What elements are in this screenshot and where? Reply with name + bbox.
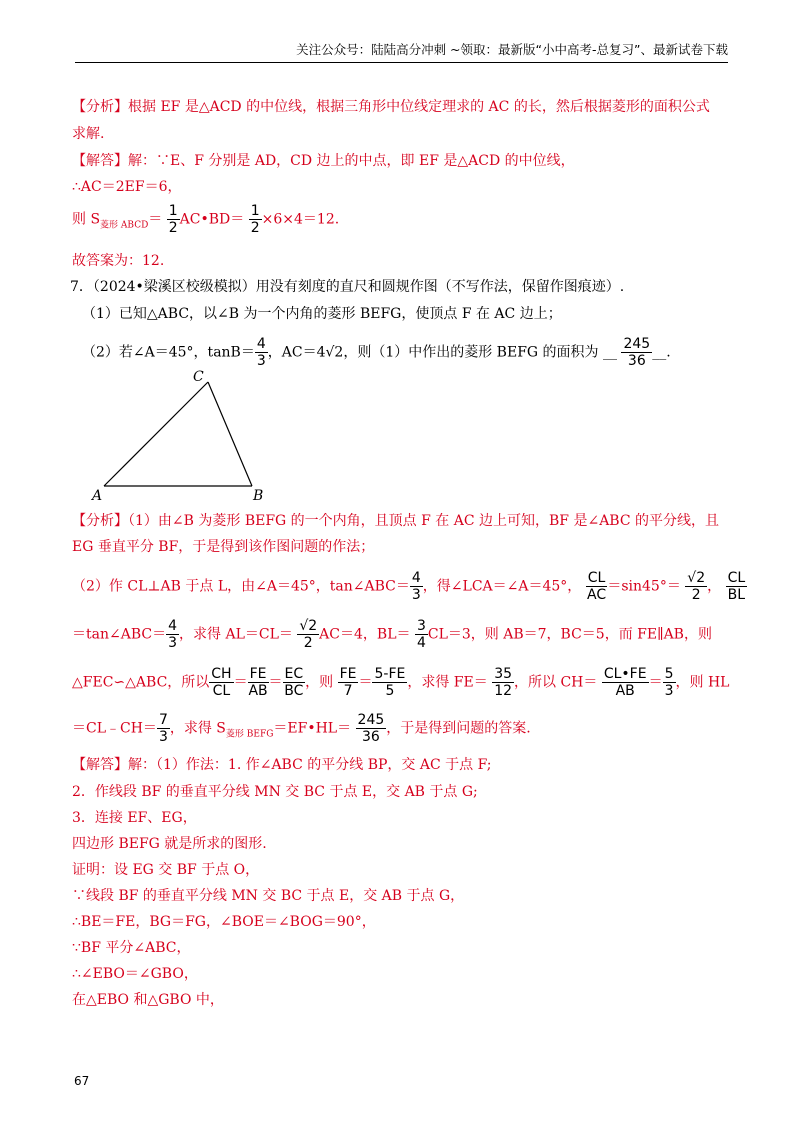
num: 7 xyxy=(158,712,168,728)
text: ，AC＝4√2，则（1）中作出的菱形 BEFG 的面积为 __ xyxy=(267,344,617,361)
header-text: 关注公众号：陆陆高分冲刺 ~领取：最新版“小中高考-总复习”、最新试卷下载 xyxy=(296,42,728,57)
subscript: 菱形 ABCD xyxy=(100,220,149,231)
den: BL xyxy=(727,587,746,603)
text: CL＝3，则 AB＝7，BC＝5，而 FE∥AB，则 xyxy=(427,626,712,643)
text: ，求得 S xyxy=(169,720,226,737)
answer-2-line-8: ∵BF 平分∠ABC， xyxy=(72,940,191,956)
den: 3 xyxy=(158,729,168,745)
answer-2-line-3: 3．连接 EF、EG， xyxy=(72,810,197,826)
fraction-fe-ab xyxy=(248,666,269,699)
fraction-half-2 xyxy=(249,203,262,236)
num: 5-FE xyxy=(374,666,406,682)
answer-2-line-4: 四边形 BEFG 就是所求的图形. xyxy=(72,836,267,852)
answer-2-line-1: 【解答】解：（1）作法：1. 作∠ABC 的平分线 BP，交 AC 于点 F; xyxy=(72,757,492,773)
fraction-3-4 xyxy=(415,618,428,651)
den: 4 xyxy=(416,635,426,651)
text: AC＝4，BL＝ xyxy=(319,626,411,643)
analysis-1-line-2: 求解. xyxy=(72,126,105,142)
num: 1 xyxy=(168,203,178,219)
text: AC•BD＝ xyxy=(179,211,245,228)
text: ＝EF•HL＝ xyxy=(273,720,352,737)
answer-1-line-3 xyxy=(72,203,339,236)
analysis-2-line-4 xyxy=(72,618,712,651)
subscript: 菱形 BEFG xyxy=(225,729,274,740)
num: EC xyxy=(284,666,304,682)
analysis-2-line-6 xyxy=(72,712,531,745)
text: ＝ xyxy=(148,211,163,228)
fraction-ch-cl xyxy=(209,666,233,699)
num: 245 xyxy=(357,712,385,728)
den: 2 xyxy=(168,220,178,236)
text: 则 S xyxy=(72,211,101,228)
text: （2）若∠A＝45°，tanB＝ xyxy=(82,344,255,361)
side-ac xyxy=(104,382,208,486)
fraction-4-3 xyxy=(410,570,423,603)
fraction-ec-bc xyxy=(283,666,306,699)
analysis-2-line-3 xyxy=(72,570,747,603)
label-c: C xyxy=(193,369,204,385)
analysis-2-line-1: 【分析】（1）由∠B 为菱形 BEFG 的一个内角，且顶点 F 在 AC 边上可知，BF 是∠ABC 的平分线，且 xyxy=(72,513,720,529)
fraction-root2-2 xyxy=(297,618,319,651)
den: 36 xyxy=(627,353,646,369)
fraction-answer xyxy=(356,712,387,745)
answer-2-line-10: 在△EBO 和△GBO 中， xyxy=(72,992,224,1008)
question-7-part-2 xyxy=(82,336,671,369)
question-7-title: 7．（2024•梁溪区校级模拟）用没有刻度的直尺和圆规作图（不写作法，保留作图痕迹）. xyxy=(70,279,625,295)
num: CL•FE xyxy=(603,666,647,682)
side-bc xyxy=(208,382,252,486)
page-header xyxy=(75,40,728,63)
num: CL xyxy=(727,570,746,586)
answer-1-line-4: 故答案为：12. xyxy=(72,253,165,269)
num: 245 xyxy=(623,336,651,352)
den: 12 xyxy=(494,683,513,699)
fraction-7-3 xyxy=(157,712,170,745)
answer-2-line-9: ∴∠EBO＝∠GBO， xyxy=(72,966,198,982)
answer-2-line-6: ∵线段 BF 的垂直平分线 MN 交 BC 于点 E，交 AB 于点 G， xyxy=(72,888,465,904)
text: ，则 xyxy=(305,674,334,691)
num: 35 xyxy=(494,666,513,682)
den: AB xyxy=(248,683,268,699)
text: ， xyxy=(707,578,722,595)
answer-2-line-7: ∴BE＝FE，BG＝FG，∠BOE＝∠BOG＝90°， xyxy=(72,914,376,930)
fraction-clfe-ab xyxy=(602,666,649,699)
fraction-4-3 xyxy=(166,618,179,651)
num: 4 xyxy=(411,570,421,586)
text: ＝CL﹣CH＝ xyxy=(72,720,157,737)
den: 3 xyxy=(411,587,421,603)
num: 3 xyxy=(416,618,426,634)
answer-1-line-1: 【解答】解：∵E、F 分别是 AD，CD 边上的中点，即 EF 是△ACD 的中位线， xyxy=(72,153,575,169)
triangle-figure xyxy=(90,368,350,508)
num: FE xyxy=(249,666,267,682)
label-b: B xyxy=(253,488,264,504)
den: 2 xyxy=(250,220,260,236)
den: 3 xyxy=(664,683,674,699)
text: ＝ xyxy=(268,674,283,691)
label-a: A xyxy=(92,488,103,504)
num: 4 xyxy=(256,336,266,352)
text: ＝sin45°＝ xyxy=(607,578,681,595)
fraction-fe-7 xyxy=(338,666,359,699)
text: ，求得 AL＝CL＝ xyxy=(179,626,293,643)
fraction-5fe-5 xyxy=(372,666,407,699)
fraction-cl-ac xyxy=(586,570,608,603)
page-number: 67 xyxy=(74,1074,90,1088)
fraction-half xyxy=(167,203,180,236)
text: ＝ xyxy=(648,674,663,691)
text: ，所以 CH＝ xyxy=(514,674,598,691)
num: CH xyxy=(211,666,232,682)
den: BC xyxy=(284,683,304,699)
text: ，于是得到问题的答案. xyxy=(386,720,531,737)
question-7-part-1: （1）已知△ABC，以∠B 为一个内角的菱形 BEFG，使顶点 F 在 AC 边上； xyxy=(82,306,562,322)
den: AB xyxy=(615,683,635,699)
answer-1-line-2: ∴AC＝2EF＝6， xyxy=(72,179,182,195)
den: 2 xyxy=(691,587,701,603)
num: √2 xyxy=(687,570,706,586)
answer-2-line-5: 证明：设 EG 交 BF 于点 O， xyxy=(72,862,260,878)
text: （2）作 CL⊥AB 于点 L，由∠A＝45°，tan∠ABC＝ xyxy=(72,578,410,595)
fraction-35-12 xyxy=(492,666,514,699)
text: ＝ xyxy=(233,674,248,691)
den: 2 xyxy=(303,635,313,651)
text: ，则 HL xyxy=(675,674,730,691)
fraction-cl-bl xyxy=(726,570,748,603)
num: 1 xyxy=(250,203,260,219)
answer-2-line-2: 2．作线段 BF 的垂直平分线 MN 交 BC 于点 E，交 AB 于点 G; xyxy=(72,784,478,800)
num: 4 xyxy=(168,618,178,634)
analysis-1-line-1: 【分析】根据 EF 是△ACD 的中位线，根据三角形中位线定理求的 AC 的长，然后根据菱形的面积公式 xyxy=(72,99,710,115)
num: √2 xyxy=(299,618,318,634)
den: 7 xyxy=(343,683,353,699)
analysis-2-line-5 xyxy=(72,666,729,699)
text: __. xyxy=(652,344,671,361)
text: ＝tan∠ABC＝ xyxy=(72,626,167,643)
num: FE xyxy=(339,666,357,682)
text: ×6×4＝12. xyxy=(261,211,340,228)
den: AC xyxy=(587,587,607,603)
fraction-answer xyxy=(621,336,652,369)
text: ，求得 FE＝ xyxy=(407,674,488,691)
analysis-2-line-2: EG 垂直平分 BF，于是得到该作图问题的作法； xyxy=(72,539,375,555)
text: ＝ xyxy=(358,674,373,691)
fraction-4-3 xyxy=(255,336,268,369)
fraction-5-3 xyxy=(663,666,676,699)
fraction-root2-2 xyxy=(685,570,707,603)
num: CL xyxy=(587,570,606,586)
text: △FEC∽△ABC，所以 xyxy=(72,674,210,691)
den: 36 xyxy=(362,729,380,745)
text: ，得∠LCA＝∠A＝45°， xyxy=(422,578,582,595)
den: CL xyxy=(212,683,231,699)
num: 5 xyxy=(664,666,674,682)
den: 3 xyxy=(256,353,266,369)
den: 5 xyxy=(385,683,395,699)
den: 3 xyxy=(168,635,178,651)
